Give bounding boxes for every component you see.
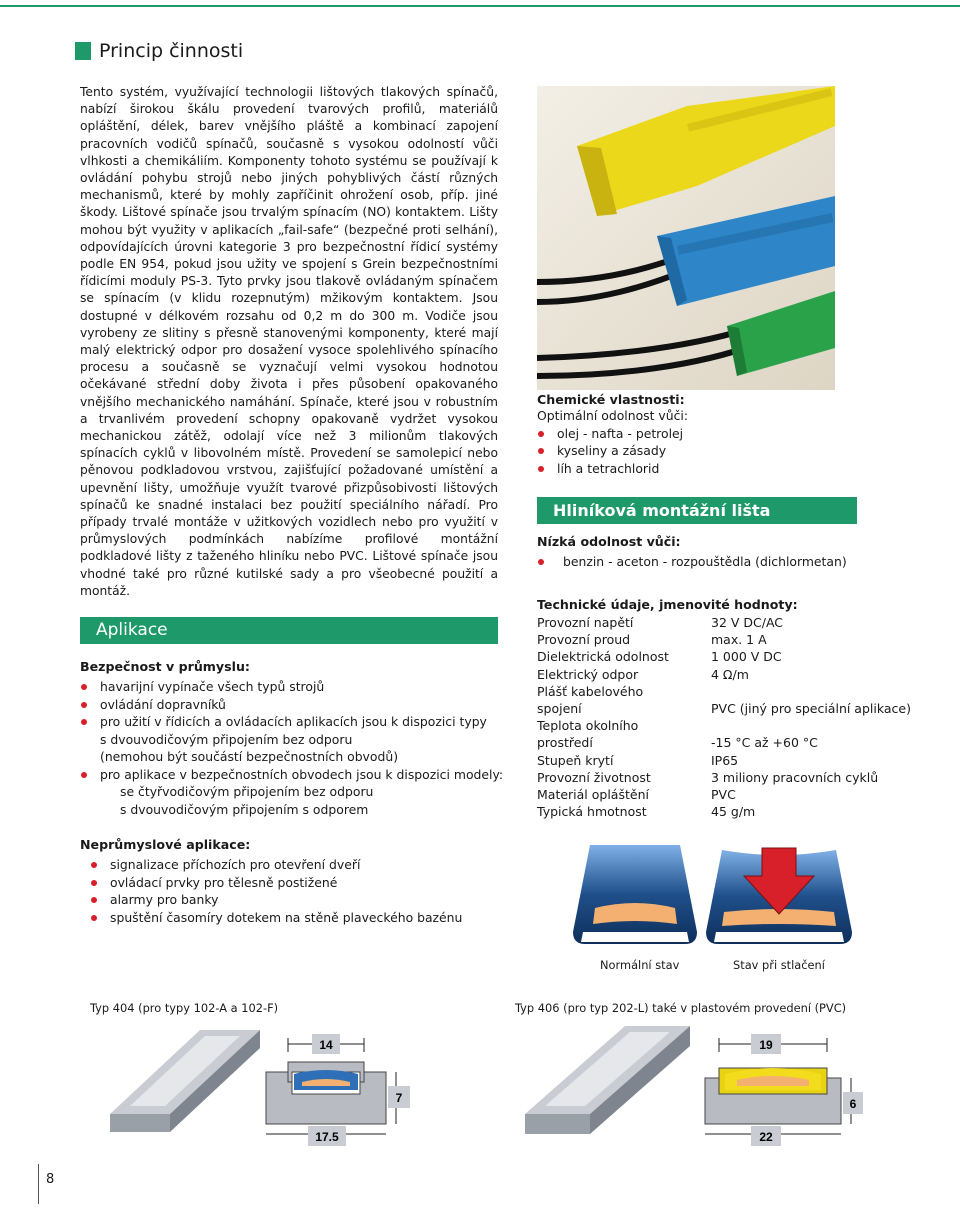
list-item: signalizace příchozích pro otevření dveří	[90, 856, 510, 874]
page-number: 8	[46, 1172, 55, 1187]
spec-label: Typická hmotnost	[537, 804, 647, 820]
table-row	[537, 769, 937, 786]
switch-strips-illustration	[537, 86, 835, 390]
chemical-list	[537, 425, 857, 478]
list-subline: s dvouvodičovým připojením bez odporu	[100, 731, 353, 747]
list-item: kyseliny a zásady	[537, 442, 857, 460]
spec-label: Plášť kabelového	[537, 683, 644, 699]
dim-side: 7	[395, 1091, 403, 1105]
profile-pressed	[704, 840, 844, 948]
technical-data	[537, 597, 937, 820]
non-industrial-applications	[80, 837, 510, 926]
dim-bottom: 22	[759, 1130, 773, 1144]
spec-value: IP65	[711, 752, 739, 768]
list-item: alarmy pro banky	[90, 891, 510, 909]
spec-label: Stupeň krytí	[537, 752, 614, 768]
profile-normal-drawing	[565, 840, 705, 948]
list-item: ovládací prvky pro tělesně postižené	[90, 874, 510, 892]
aluminium-rail-bar: Hliníková montážní lišta	[537, 497, 857, 524]
heading-marker	[75, 42, 91, 60]
spec-label: Dielektrická odolnost	[537, 649, 669, 665]
product-photo	[537, 86, 835, 390]
table-row	[537, 734, 937, 751]
spec-label: spojení	[537, 701, 582, 717]
caption-pressed: Stav při stlačení	[733, 958, 825, 972]
non-industrial-heading: Neprůmyslové aplikace:	[80, 837, 251, 852]
low-resistance-list	[537, 553, 917, 571]
spec-label: prostředí	[537, 735, 593, 751]
top-rule	[0, 5, 960, 7]
type-406-caption: Typ 406 (pro typ 202-L) také v plastovém provedení (PVC)	[515, 1001, 847, 1015]
spec-value: max. 1 A	[711, 632, 767, 648]
spec-value: 32 V DC/AC	[711, 615, 784, 630]
list-subline: se čtyřvodičovým připojením bez odporu	[120, 784, 374, 799]
page-title: Princip činnosti	[99, 40, 244, 62]
table-row	[537, 803, 937, 820]
spec-value: PVC	[711, 787, 736, 803]
list-item: havarijní vypínače všech typů strojů	[80, 678, 510, 696]
spec-value: 4 Ω/m	[711, 666, 749, 682]
chemical-heading: Chemické vlastnosti:	[537, 392, 685, 407]
spec-label: Materiál opláštění	[537, 787, 649, 803]
industrial-list	[80, 678, 510, 818]
page-number-rule	[38, 1164, 39, 1204]
table-row	[537, 666, 937, 683]
table-row	[537, 683, 937, 700]
body-paragraph: Tento systém, využívající technologii lištových tlakových spínačů, nabízí širokou škálu provedení tvarových profilů, materiálů opláštění, délek, barev vnějšího pláště a kombinací zapojení pracovních vodičů spínačů, současně s vysokou odolností vůči vlhkosti a chemikáliím. Komponenty tohoto systému se používají k ovládání pohybu strojů nebo jiných pohyblivých částí různých mechanismů, které by mohly zapříčinit ohrožení osob, příp. jiné škody. Lištové spínače jsou trvalým spínacím (NO) kontaktem. Lišty mohou být využity v aplikacích „fail-safe“ (bezpečné proti selhání), odpovídajících úrovni kategorie 3 pro bezpečnostní řídicí systémy podle EN 954, pokud jsou užity ve spojení s Grein bezpečnostními řídicími moduly PS-3. Tyto prvky jsou tlakově ovládaným spínačem se spínacím (v klidu rozepnutým) mžikovým kontaktem. Jsou dostupné v délkovém rozsahu od 0,2 m do 300 m. Vodiče jsou vyrobeny ze slitiny s přesně stanovenými komponenty, které mají malý elektrický odpor pro dosažení vysoce spolehlivého spínacího procesu a současně se vyznačují velmi vysokou hodnotou očekávané střední doby života i přes působení opakovaného vnějšího mechanického namáhání. Spínače, které jsou v robustním a trvanlivém provedení schopny opakovaně vydržet vysokou mechanickou zátěž, odolají více než 3 milionům tlakových spínacích cyklů v libovolném místě. Provedení se samolepicí nebo pěnovou podkladovou vrstvou, zajišťující požadované umístění a upevnění lišty, umožňuje využít tvarové přizpůsobivosti lištových spínačů ke snadné instalaci bez použití speciálního nářadí. Pro případy trvalé montáže v užitkových vozidlech nebo pro využití v průmyslových podmínkách nabízíme profilové montážní podkladové lišty z taženého hliníku nebo PVC. Lištové spínače jsou vhodné také pro různé kutilské sady a pro všeobecné použití a montáž.	[80, 85, 498, 598]
spec-label: Teplota okolního	[537, 718, 639, 734]
spec-label: Provozní napětí	[537, 615, 634, 630]
dim-bottom: 17.5	[315, 1130, 339, 1144]
chemical-properties	[537, 392, 857, 477]
industrial-heading: Bezpečnost v průmyslu:	[80, 659, 250, 674]
applications-bar: Aplikace	[80, 617, 498, 644]
dim-top: 14	[319, 1038, 333, 1052]
technical-heading: Technické údaje, jmenovité hodnoty:	[537, 597, 798, 612]
list-item: líh a tetrachlorid	[537, 460, 857, 478]
spec-value	[711, 717, 937, 734]
non-industrial-list	[80, 856, 510, 926]
table-row	[537, 717, 937, 734]
type-404-caption: Typ 404 (pro typy 102-A a 102-F)	[90, 1001, 279, 1015]
spec-value: 3 miliony pracovních cyklů	[711, 769, 879, 785]
low-resistance-heading: Nízká odolnost vůči:	[537, 534, 681, 549]
list-item: ovládání dopravníků	[80, 696, 510, 714]
table-row	[537, 700, 937, 717]
spec-value: 45 g/m	[711, 804, 756, 820]
table-row	[537, 786, 937, 803]
profile-pressed-drawing	[704, 840, 854, 948]
industrial-applications	[80, 659, 510, 818]
table-row	[537, 648, 937, 665]
list-item: pro užití v řídicích a ovládacích aplikacích jsou k dispozici typy s dvouvodičovým připojením bez odporu (nemohou být součástí bezpečnostních obvodů)	[80, 713, 510, 766]
spec-label: Provozní proud	[537, 632, 631, 648]
profile-normal	[565, 840, 705, 948]
dim-top: 19	[759, 1038, 773, 1052]
technical-table	[537, 614, 937, 820]
spec-value	[711, 683, 937, 700]
section-heading	[75, 40, 243, 62]
dim-side: 6	[849, 1097, 857, 1111]
type-406-drawing	[515, 1022, 865, 1154]
chemical-subheading: Optimální odolnost vůči:	[537, 408, 689, 423]
table-row	[537, 752, 937, 769]
low-resistance	[537, 534, 917, 571]
spec-value: -15 °C až +60 °C	[711, 735, 818, 751]
spec-value: PVC (jiný pro speciální aplikace)	[711, 701, 911, 717]
type-404-drawing	[90, 1022, 420, 1154]
list-item: olej - nafta - petrolej	[537, 425, 857, 443]
list-subline: s dvouvodičovým připojením s odporem	[120, 801, 369, 817]
list-item: benzin - aceton - rozpouštědla (dichlormetan)	[537, 553, 917, 571]
caption-normal: Normální stav	[600, 958, 680, 972]
table-row	[537, 614, 937, 631]
list-item: spuštění časomíry dotekem na stěně plaveckého bazénu	[90, 909, 510, 927]
table-row	[537, 631, 937, 648]
spec-label: Provozní životnost	[537, 769, 651, 785]
spec-value: 1 000 V DC	[711, 649, 782, 665]
list-item: pro aplikace v bezpečnostních obvodech jsou k dispozici modely: se čtyřvodičovým připojením bez odporu s dvouvodičovým připojením s odporem	[80, 766, 510, 819]
list-subline: (nemohou být součástí bezpečnostních obvodů)	[100, 749, 399, 764]
spec-label: Elektrický odpor	[537, 666, 639, 682]
